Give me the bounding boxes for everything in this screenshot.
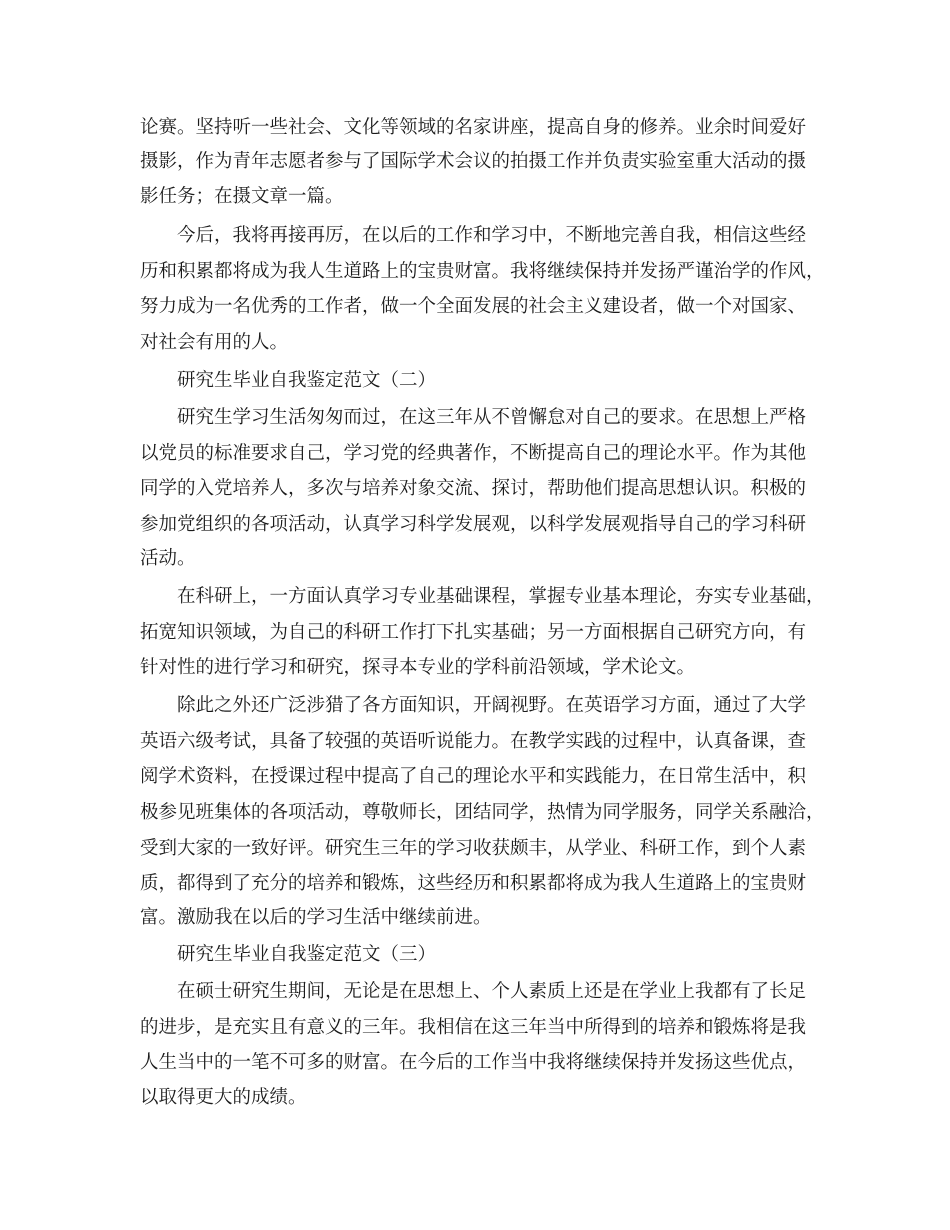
text-line: 论赛。坚持听一些社会、文化等领域的名家讲座，提高自身的修养。业余时间爱好	[140, 117, 807, 138]
text-line: 富。激励我在以后的学习生活中继续前进。	[140, 907, 492, 928]
text-line: 参加党组织的各项活动，认真学习科学发展观，以科学发展观指导自己的学习科研	[140, 514, 807, 535]
text-line: 同学的入党培养人，多次与培养对象交流、探讨，帮助他们提高思想认识。积极的	[140, 478, 807, 499]
text-line: 以取得更大的成绩。	[140, 1087, 307, 1108]
text-line: 阅学术资料，在授课过程中提高了自己的理论水平和实践能力，在日常生活中，积	[140, 766, 807, 787]
text-line: 对社会有用的人。	[140, 332, 289, 353]
text-line: 人生当中的一笔不可多的财富。在今后的工作当中我将继续保持并发扬这些优点，	[140, 1052, 807, 1073]
text-line: 极参见班集体的各项活动，尊敬师长，团结同学，热情为同学服务，同学关系融洽，	[140, 802, 825, 823]
text-line: 受到大家的一致好评。研究生三年的学习收获颇丰，从学业、科研工作，到个人素	[140, 838, 807, 859]
text-line: 拓宽知识领域，为自己的科研工作打下扎实基础；另一方面根据自己研究方向，有	[140, 622, 807, 643]
text-line: 质，都得到了充分的培养和锻炼，这些经历和积累都将成为我人生道路上的宝贵财	[140, 873, 807, 894]
text-line: 活动。	[140, 548, 196, 569]
text-line: 针对性的进行学习和研究，探寻本专业的学科前沿领域，学术论文。	[140, 657, 696, 678]
text-line: 以党员的标准要求自己，学习党的经典著作，不断提高自己的理论水平。作为其他	[140, 443, 807, 464]
paragraph-first-line: 在科研上，一方面认真学习专业基础课程，掌握专业基本理论，夯实专业基础，	[177, 586, 825, 607]
text-line: 影任务；在摄文章一篇。	[140, 186, 344, 207]
section-heading: 研究生毕业自我鉴定范文（二）	[177, 370, 437, 391]
text-line: 英语六级考试，具备了较强的英语听说能力。在教学实践的过程中，认真备课，查	[140, 731, 807, 752]
text-line: 的进步，是充实且有意义的三年。我相信在这三年当中所得到的培养和锻炼将是我	[140, 1017, 807, 1038]
paragraph-first-line: 在硕士研究生期间，无论是在思想上、个人素质上还是在学业上我都有了长足	[177, 981, 807, 1002]
paragraph-first-line: 研究生学习生活匆匆而过，在这三年从不曾懈怠对自己的要求。在思想上严格	[177, 407, 807, 428]
text-line: 努力成为一名优秀的工作者，做一个全面发展的社会主义建设者，做一个对国家、	[140, 296, 807, 317]
text-line: 摄影，作为青年志愿者参与了国际学术会议的拍摄工作并负责实验室重大活动的摄	[140, 151, 807, 172]
paragraph-first-line: 今后，我将再接再厉，在以后的工作和学习中，不断地完善自我，相信这些经	[177, 225, 807, 246]
section-heading: 研究生毕业自我鉴定范文（三）	[177, 944, 437, 965]
paragraph-first-line: 除此之外还广泛涉猎了各方面知识，开阔视野。在英语学习方面，通过了大学	[177, 695, 807, 716]
text-line: 历和积累都将成为我人生道路上的宝贵财富。我将继续保持并发扬严谨治学的作风，	[140, 261, 825, 282]
